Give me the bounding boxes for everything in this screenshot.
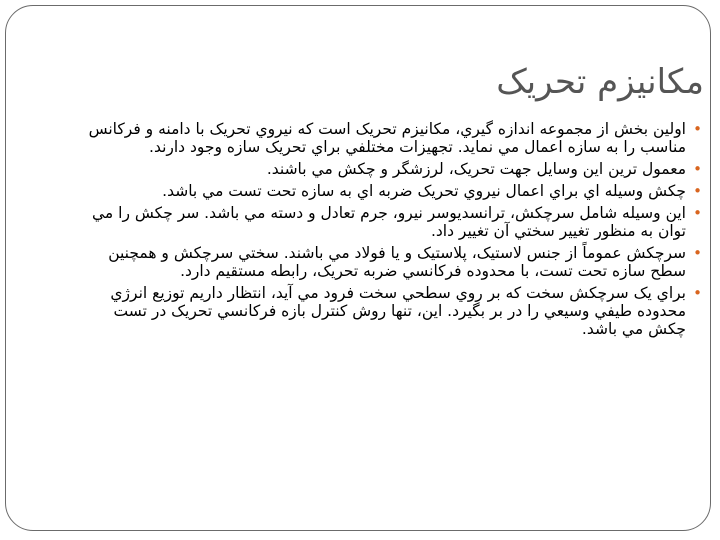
bullet-text: اولين بخش از مجموعه اندازه گيري، مکانيزم تحريک است که نيروي تحريک با دامنه و فرکانس مناسب را به سازه اعمال مي نمايد. تجهيزات مختلفي براي تحريک سازه وجود دارند.: [88, 120, 686, 156]
bullet-dot-icon: •: [693, 204, 702, 222]
bullet-text: اين وسيله شامل سرچکش، ترانسديوسر نيرو، جرم تعادل و دسته مي باشد. سر چکش را مي توان به منظور تغيير سختي آن تغيير داد.: [92, 204, 686, 240]
bullet-item: [84, 160, 704, 178]
bullet-dot-icon: •: [693, 244, 702, 262]
bullet-dot-icon: •: [693, 160, 702, 178]
bullet-item: [84, 182, 704, 200]
bullet-dot-icon: •: [693, 284, 702, 302]
bullet-item: [84, 120, 704, 156]
bullet-list: [84, 120, 704, 342]
bullet-text: معمول ترين اين وسايل جهت تحريک، لرزشگر و چکش مي باشند.: [266, 160, 686, 178]
bullet-text: سرچکش عموماً از جنس لاستيک، پلاستيک و يا فولاد مي باشند. سختي سرچکش و همچنين سطح سازه تحت تست، با محدوده فرکانسي ضربه تحريک، رابطه مستقيم دارد.: [108, 244, 686, 280]
bullet-dot-icon: •: [693, 120, 702, 138]
bullet-item: [84, 244, 704, 280]
bullet-text: چکش وسيله اي براي اعمال نيروي تحريک ضربه اي به سازه تحت تست مي باشد.: [162, 182, 686, 200]
slide-title: مکانيزم تحريک: [496, 62, 704, 102]
bullet-text: براي يک سرچکش سخت که بر روي سطحي سخت فرود مي آيد، انتظار داريم توزيع انرژي محدوده طيفي وسيعي را در بر بگيرد. اين، تنها روش کنترل بازه فرکانسي تحريک در تست چکش مي باشد.: [110, 284, 686, 338]
bullet-dot-icon: •: [693, 182, 702, 200]
bullet-item: [84, 204, 704, 240]
bullet-item: [84, 284, 704, 338]
